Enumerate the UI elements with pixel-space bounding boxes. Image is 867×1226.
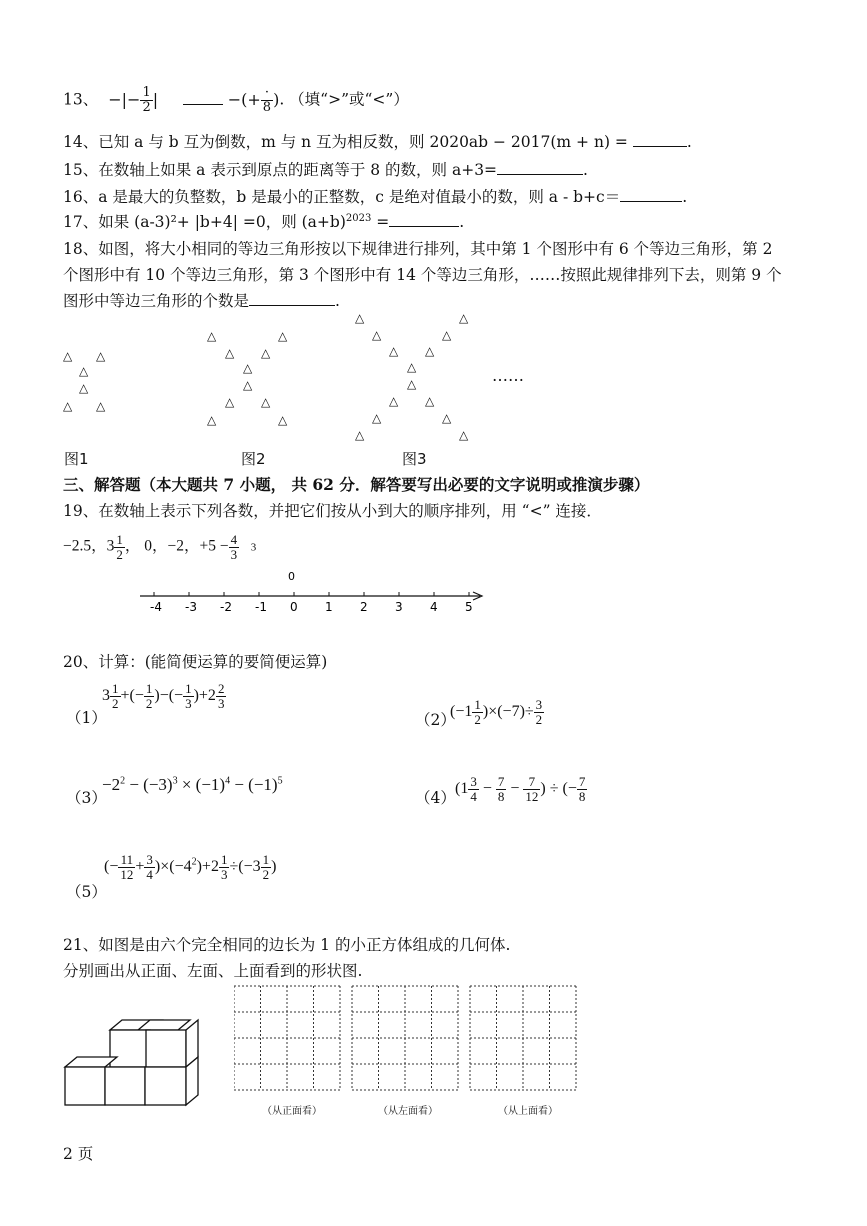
- question-18-line2: 个图形中有 10 个等边三角形，第 3 个图形中有 14 个等边三角形，……按照此规律排列下去，则第 9 个: [63, 266, 782, 284]
- caption-top-view: （从上面看）: [498, 1106, 558, 1117]
- answer-blank[interactable]: [183, 103, 223, 105]
- triangle-icon: △: [63, 349, 73, 363]
- question-19: 19、在数轴上表示下列各数，并把它们按从小到大的顺序排列，用 “<” 连接．: [63, 502, 602, 520]
- triangle-icon: △: [243, 378, 253, 392]
- question-21-line1: 21、如图是由六个完全相同的边长为 1 的小正方体组成的几何体.: [63, 936, 511, 954]
- expr-3: $-2^2 - (-3)^3 \times (-1)^4 - (-1)^5$: [102, 775, 283, 794]
- triangle-icon: △: [459, 428, 469, 442]
- cube-solid-figure: [60, 1015, 200, 1115]
- triangle-icon: △: [407, 360, 417, 374]
- triangle-icon: △: [207, 413, 217, 427]
- number-line-tick-label: 3: [395, 600, 403, 614]
- number-line: [130, 566, 490, 616]
- figure-3-label: 图3: [402, 450, 427, 468]
- caption-left-view: （从左面看）: [378, 1106, 438, 1117]
- triangle-icon: △: [407, 377, 417, 391]
- triangle-icon: △: [278, 329, 288, 343]
- triangle-icon: △: [389, 394, 399, 408]
- triangle-icon: △: [79, 381, 89, 395]
- answer-blank[interactable]: [497, 173, 583, 175]
- answer-blank[interactable]: [620, 200, 682, 202]
- question-14: 14、已知 a 与 b 互为倒数，m 与 n 互为相反数，则 2020ab − 2017(m + n) = .: [63, 133, 692, 151]
- origin-label: 0: [288, 570, 295, 583]
- answer-blank[interactable]: [249, 304, 335, 306]
- triangle-icon: △: [372, 411, 382, 425]
- triangle-icon: △: [372, 328, 382, 342]
- part-3-label: （3）: [66, 789, 107, 807]
- triangle-icon: △: [96, 349, 106, 363]
- section-3-title: 三、解答题（本大题共 7 小题， 共 62 分．解答要写出必要的文字说明或推演步骤）: [63, 475, 650, 494]
- triangle-icon: △: [225, 395, 235, 409]
- expr-2: (−1 $\frac{1}{2}$ )×(−7)÷ $\frac{3}{2}$: [450, 697, 543, 727]
- number-line-tick-label: -2: [220, 600, 232, 614]
- continuation-dots: ……: [492, 366, 524, 385]
- triangle-icon: △: [243, 361, 253, 375]
- triangle-icon: △: [261, 346, 271, 360]
- number-line-tick-label: -1: [255, 600, 267, 614]
- triangle-icon: △: [79, 364, 89, 378]
- question-21-line2: 分别画出从正面、左面、上面看到的形状图.: [63, 962, 363, 980]
- triangle-icon: △: [225, 346, 235, 360]
- number-line-tick-label: -4: [150, 600, 162, 614]
- triangle-icon: △: [207, 329, 217, 343]
- caption-front-view: （从正面看）: [262, 1106, 322, 1117]
- question-20: 20、计算：(能简便运算的要简便运算): [63, 653, 328, 671]
- triangle-icon: △: [63, 399, 73, 413]
- drawing-grids: [234, 985, 579, 1091]
- page-number: 2 页: [63, 1145, 94, 1163]
- figure-2-label: 图2: [241, 450, 266, 468]
- triangle-icon: △: [425, 344, 435, 358]
- triangle-icon: △: [355, 311, 365, 325]
- question-15: 15、在数轴上如果 a 表示到原点的距离等于 8 的数，则 a+3= .: [63, 161, 588, 179]
- triangle-icon: △: [442, 328, 452, 342]
- number-line-tick-label: -3: [185, 600, 197, 614]
- question-13: 13、 −|− $\frac{1}{2}$ | −(+ $\frac{\cdot}{8}$ ). （填“>”或“<”）: [63, 85, 409, 115]
- number-line-tick-label: 1: [325, 600, 333, 614]
- question-16: 16、a 是最大的负整数，b 是最小的正整数，c 是绝对值最小的数，则 a - b+c＝ .: [63, 188, 688, 206]
- triangle-icon: △: [355, 428, 365, 442]
- expr-4: (1 $\frac{3}{4}$ − $\frac{7}{8}$ − $\frac{7}{12}$ ) ÷ (− $\frac{7}{8}$: [455, 774, 586, 804]
- question-17: 17、如果 (a-3)²+ |b+4| =0，则 $(a+b)^{2023}$ = .: [63, 212, 465, 231]
- triangle-icon: △: [459, 311, 469, 325]
- part-4-label: （4）: [415, 789, 456, 807]
- answer-blank[interactable]: [389, 225, 459, 227]
- figure-1-label: 图1: [64, 450, 89, 468]
- part-1-label: （1）: [66, 709, 107, 727]
- triangle-icon: △: [261, 395, 271, 409]
- number-line-tick-label: 2: [360, 600, 368, 614]
- triangle-icon: △: [425, 394, 435, 408]
- expr-5: (− $\frac{11}{12}$ + $\frac{3}{4}$ )$\times(-4^2)+2$ $\frac{1}{3}$ ÷(−3 $\frac{1}{2}$ ): [104, 852, 277, 882]
- triangle-icon: △: [278, 413, 288, 427]
- expr-1: 3 $\frac{1}{2}$ +(− $\frac{1}{2}$ )−(− $\frac{1}{3}$ )+2 $\frac{2}{3}$: [102, 681, 225, 711]
- number-line-tick-label: 4: [430, 600, 438, 614]
- triangle-icon: △: [96, 399, 106, 413]
- part-5-label: （5）: [66, 883, 107, 901]
- triangle-icon: △: [389, 344, 399, 358]
- answer-blank[interactable]: [633, 145, 687, 147]
- hint-text: （填“>”或“<”）: [289, 90, 409, 109]
- number-line-tick-label: 0: [290, 600, 298, 614]
- question-18-line1: 18、如图，将大小相同的等边三角形按以下规律进行排列，其中第 1 个图形中有 6 个等边三角形，第 2: [63, 240, 773, 258]
- part-2-label: （2）: [415, 711, 456, 729]
- triangle-icon: △: [442, 411, 452, 425]
- question-18-line3: 图形中等边三角形的个数是 .: [63, 292, 340, 310]
- number-line-tick-label: 5: [465, 600, 473, 614]
- question-number: 13、: [63, 90, 99, 109]
- question-19-numbers: −2.5，3 $\frac{1}{2}$ ， 0，−2，+5 − $\frac{4}{3}$ 3: [63, 532, 257, 562]
